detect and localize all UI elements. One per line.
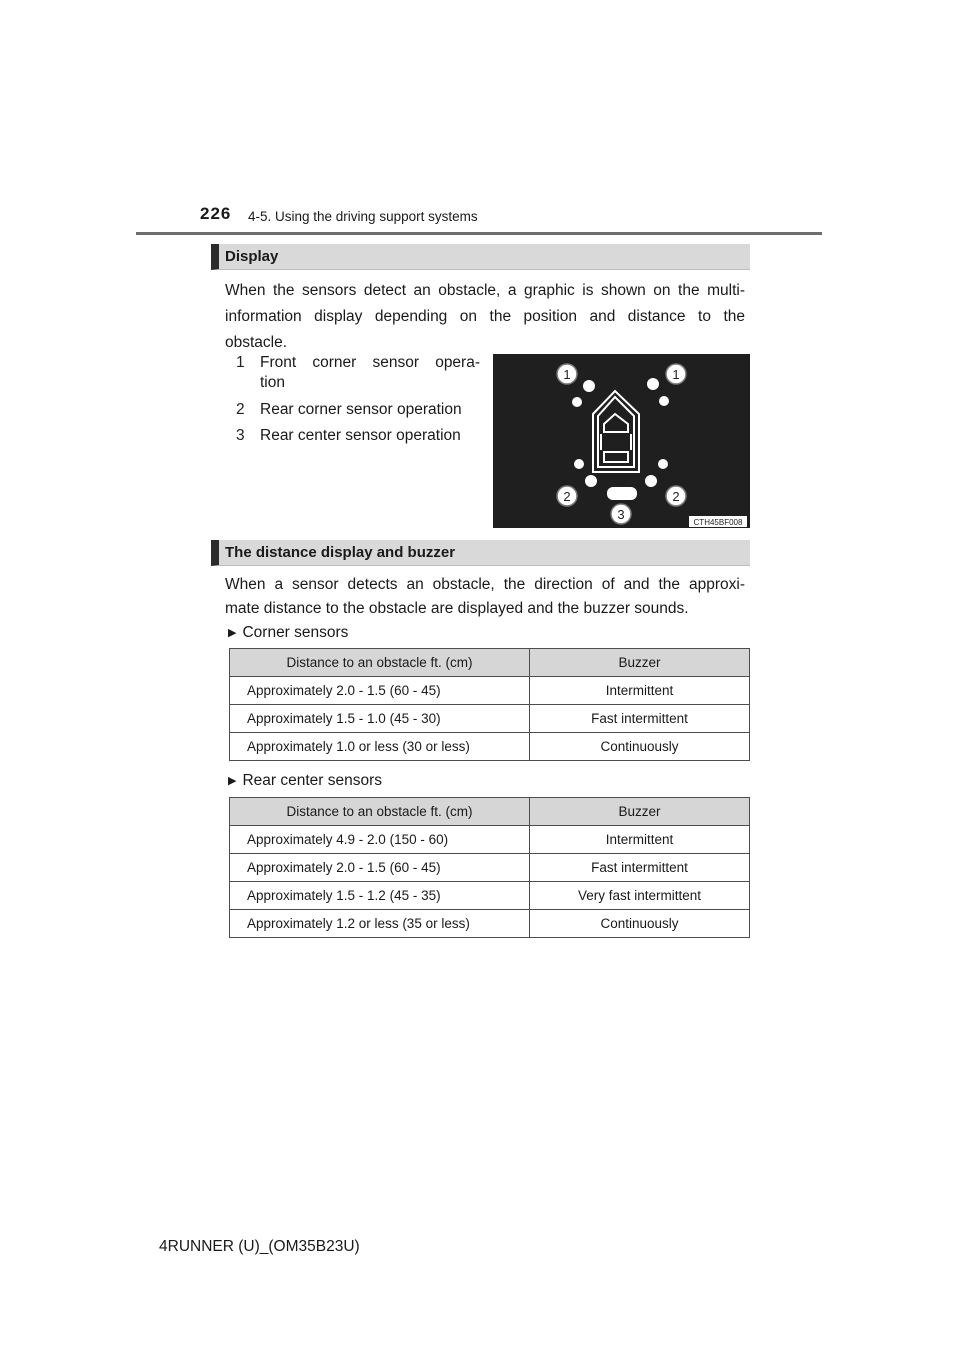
table-row <box>230 705 750 733</box>
callout-1-right <box>666 364 686 384</box>
buzzer-cell: Intermittent <box>530 677 750 705</box>
sensor-display-diagram <box>493 354 750 528</box>
section-header-distance <box>211 540 750 566</box>
display-intro-line-3: obstacle. <box>225 334 288 351</box>
callout-3 <box>611 504 631 524</box>
distance-cell: Approximately 1.5 - 1.0 (45 - 30) <box>230 705 530 733</box>
figure-code: CTH45BF008 <box>693 518 743 527</box>
heading-text: Corner sensors <box>242 624 349 641</box>
corner-sensors-table <box>229 648 750 761</box>
column-header-buzzer: Buzzer <box>530 798 750 826</box>
vehicle-outline <box>593 391 639 472</box>
distance-cell: Approximately 2.0 - 1.5 (60 - 45) <box>230 677 530 705</box>
section-title: The distance display and buzzer <box>225 544 456 561</box>
table-row <box>230 882 750 910</box>
callout-2-right <box>666 486 686 506</box>
legend-text-line: Rear center sensor operation <box>260 427 461 444</box>
chapter-title: 4-5. Using the driving support systems <box>248 209 478 224</box>
table-header-row <box>230 798 750 826</box>
rear-center-sensors-table <box>229 797 750 938</box>
distance-cell: Approximately 1.0 or less (30 or less) <box>230 733 530 761</box>
callout-label: 1 <box>563 367 571 382</box>
table-row <box>230 826 750 854</box>
callout-label: 2 <box>672 489 680 504</box>
table-row <box>230 733 750 761</box>
buzzer-cell: Fast intermittent <box>530 705 750 733</box>
triangle-bullet-icon: ▶ <box>228 775 237 787</box>
distance-cell: Approximately 1.2 or less (35 or less) <box>230 910 530 938</box>
section-title: Display <box>225 248 279 265</box>
heading-text: Rear center sensors <box>242 772 383 789</box>
column-header-distance: Distance to an obstacle ft. (cm) <box>230 649 530 677</box>
legend-text-line: Rear corner sensor operation <box>260 401 462 418</box>
vehicle-sensor-illustration <box>493 354 750 528</box>
table-header-row <box>230 649 750 677</box>
buzzer-cell: Continuously <box>530 733 750 761</box>
buzzer-cell: Fast intermittent <box>530 854 750 882</box>
table-row <box>230 677 750 705</box>
distance-intro-line-1: When a sensor detects an obstacle, the direction of and the approxi- <box>225 576 745 593</box>
legend-number: 3 <box>236 427 245 444</box>
display-intro-line-1: When the sensors detect an obstacle, a graphic is shown on the multi- <box>225 282 745 299</box>
distance-intro-line-2: mate distance to the obstacle are displayed and the buzzer sounds. <box>225 600 689 617</box>
display-intro-line-2: information display depending on the position and distance to the <box>225 308 745 325</box>
callout-2-left <box>557 486 577 506</box>
callout-1-left <box>557 364 577 384</box>
table-row <box>230 854 750 882</box>
column-header-buzzer: Buzzer <box>530 649 750 677</box>
rear-center-sensors-heading <box>228 772 382 790</box>
legend-number: 1 <box>236 354 245 371</box>
buzzer-cell: Intermittent <box>530 826 750 854</box>
callout-label: 3 <box>617 507 625 522</box>
distance-cell: Approximately 4.9 - 2.0 (150 - 60) <box>230 826 530 854</box>
legend-number: 2 <box>236 401 245 418</box>
model-code-footer: 4RUNNER (U)_(OM35B23U) <box>159 1238 360 1255</box>
callout-label: 1 <box>672 367 680 382</box>
legend-text-line: Front corner sensor opera- <box>260 354 480 371</box>
table-row <box>230 910 750 938</box>
distance-cell: Approximately 1.5 - 1.2 (45 - 35) <box>230 882 530 910</box>
legend-text-line: tion <box>260 374 285 391</box>
buzzer-cell: Continuously <box>530 910 750 938</box>
figure-code-label <box>689 516 747 527</box>
distance-cell: Approximately 2.0 - 1.5 (60 - 45) <box>230 854 530 882</box>
header-divider <box>136 232 822 235</box>
callout-label: 2 <box>563 489 571 504</box>
column-header-distance: Distance to an obstacle ft. (cm) <box>230 798 530 826</box>
corner-sensors-heading <box>228 624 348 642</box>
section-header-display <box>211 244 750 270</box>
page-number: 226 <box>200 204 232 223</box>
buzzer-cell: Very fast intermittent <box>530 882 750 910</box>
triangle-bullet-icon: ▶ <box>228 627 237 639</box>
